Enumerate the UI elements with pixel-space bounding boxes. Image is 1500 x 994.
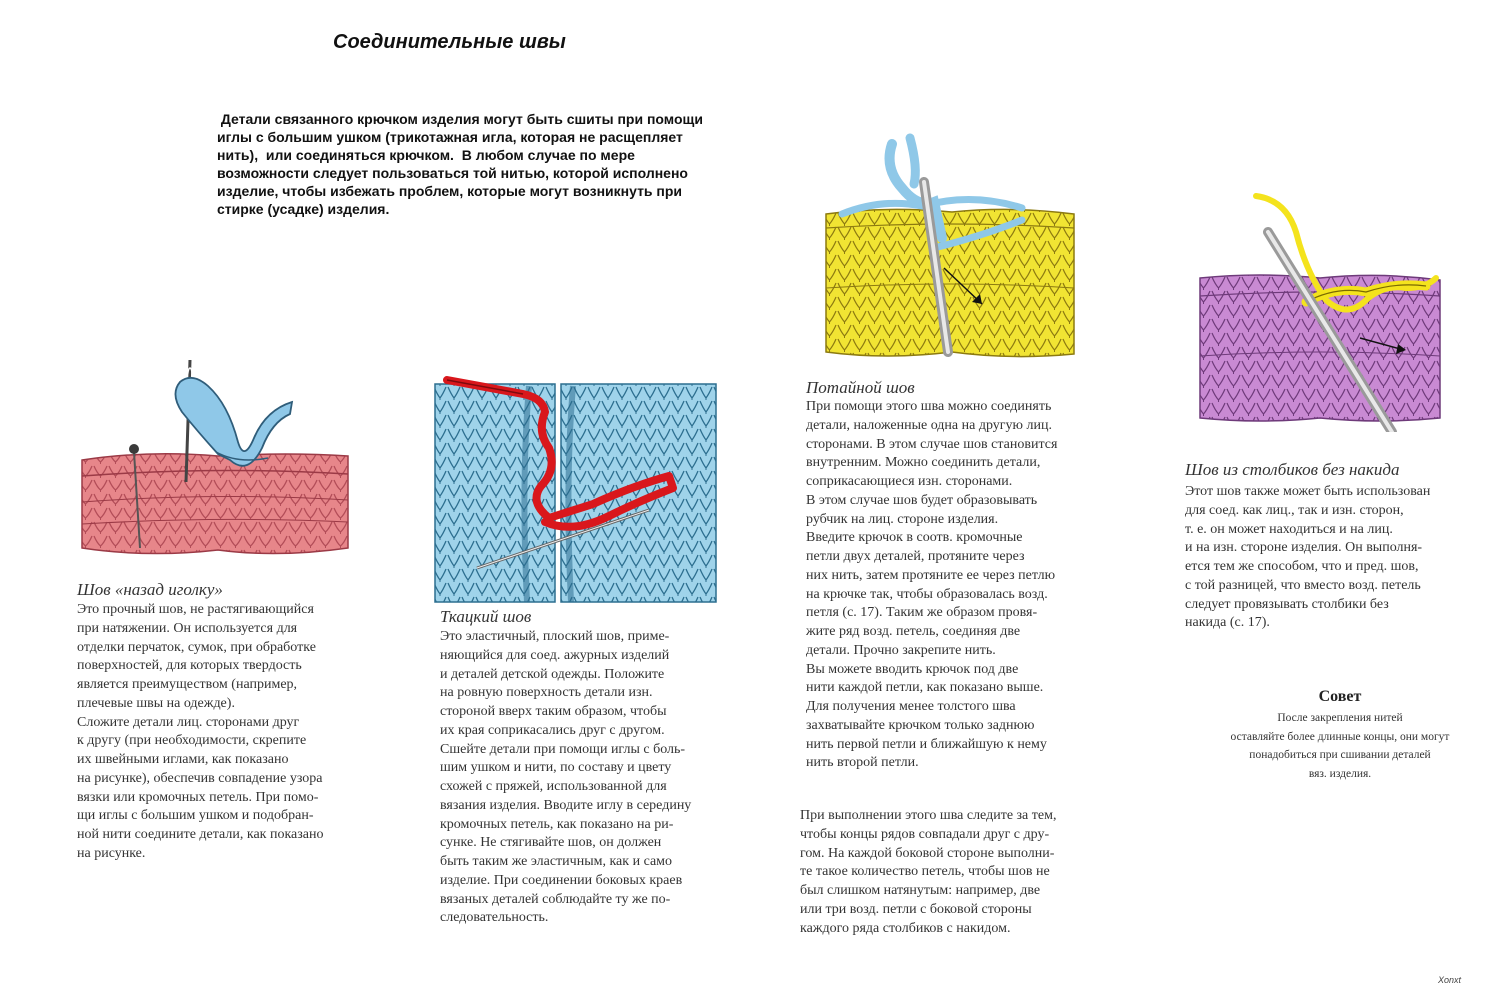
text-line: при натяжении. Он используется для: [77, 620, 298, 636]
text-line: них нить, затем протяните ее через петлю: [806, 567, 1056, 583]
text-line: шим ушком и нити, по составу и цвету: [440, 760, 672, 776]
intro-line: изделие, чтобы избежать проблем, которые могут возникнуть при: [217, 183, 683, 199]
text-line: сунке. Не стягивайте шов, он должен: [440, 835, 662, 851]
text-line: няющийся для соед. ажурных изделий: [440, 647, 670, 663]
text-line: сторонами. В этом случае шов становится: [806, 436, 1058, 452]
text-line: После закрепления нитей: [1277, 712, 1403, 724]
text-line: изделие. При соединении боковых краев: [440, 872, 683, 888]
text-line: и на изн. стороне изделия. Он выполня-: [1185, 540, 1423, 556]
text-line: Вы можете вводить крючок под две: [806, 661, 1019, 677]
backstitch-heading: Шов «назад иголку»: [77, 580, 223, 599]
intro-line: нить), или соединяться крючком. В любом случае по мере: [217, 147, 635, 163]
text-line: для соед. как лиц., так и изн. сторон,: [1185, 502, 1404, 518]
page-title: Соединительные швы: [333, 31, 566, 53]
hidden-seam-text: [806, 398, 1057, 773]
weaving-illustration: [433, 372, 718, 604]
text-line: поверхностей, для которых твердость: [77, 658, 302, 674]
hidden-seam-illustration: [822, 128, 1078, 362]
text-line: быть таким же эластичным, как и само: [440, 854, 673, 869]
text-line: При выполнении этого шва следите за тем,: [800, 808, 1057, 823]
text-line: вяз. изделия.: [1308, 768, 1372, 781]
tip-title: Совет: [1318, 688, 1362, 705]
text-line: нити каждой петли, как показано выше.: [806, 680, 1044, 696]
intro-line: стирке (усадке) изделия.: [217, 201, 390, 217]
hidden-seam-extra-text: [800, 807, 1056, 938]
text-line: те такое количество петель, чтобы шов не: [800, 864, 1050, 880]
intro-line: возможности следует пользоваться той нитью, которой исполнено: [217, 165, 688, 181]
text-line: нить второй петли.: [806, 755, 919, 771]
weaving-text: [440, 628, 691, 928]
weaving-heading: Ткацкий шов: [440, 607, 532, 626]
text-line: и деталей детской одежды. Положите: [440, 666, 665, 682]
text-line: Сшейте детали при помощи иглы с боль-: [440, 741, 686, 757]
text-line: Сложите детали лиц. сторонами друг: [77, 714, 300, 730]
text-line: петли двух деталей, протяните через: [806, 549, 1025, 564]
text-line: на рисунке.: [77, 845, 146, 861]
text-line: Это эластичный, плоский шов, приме-: [440, 629, 670, 644]
text-line: или три возд. петли с боковой стороны: [800, 901, 1032, 917]
text-line: щи иглы с большим ушком и подобран-: [77, 808, 314, 824]
text-line: чтобы концы рядов совпадали друг с дру-: [800, 826, 1050, 842]
credit-watermark: Xonxt: [1438, 975, 1462, 985]
text-line: захватывайте крючком только заднюю: [806, 717, 1035, 733]
text-line: понадобиться при сшивании деталей: [1249, 749, 1431, 762]
text-line: плечевые швы на одежде).: [77, 695, 235, 711]
backstitch-text: [77, 601, 324, 864]
text-line: на крючке так, чтобы образовалась возд.: [806, 586, 1048, 602]
text-line: внутренним. Можно соединить детали,: [806, 455, 1041, 471]
text-line: следует провязывать столбики без: [1185, 596, 1389, 612]
text-line: петля (с. 17). Таким же образом провя-: [806, 605, 1038, 621]
text-line: схожей с пряжей, использованной для: [440, 779, 667, 794]
hidden-seam-heading: Потайной шов: [806, 378, 915, 397]
text-line: вязки или кромочных петель. При помо-: [77, 789, 319, 805]
text-line: жите ряд возд. петель, соединяя две: [806, 624, 1021, 639]
text-line: их края соприкасались друг с другом.: [440, 722, 665, 738]
text-line: является преимуществом (например,: [77, 677, 298, 692]
text-line: на ровную поверхность детали изн.: [440, 685, 653, 701]
text-line: отделки перчаток, сумок, при обработке: [77, 639, 316, 655]
text-line: к другу (при необходимости, скрепите: [77, 733, 307, 749]
text-line: вязаных деталей соблюдайте ту же по-: [440, 891, 671, 907]
text-line: соприкасающиеся изн. сторонами.: [806, 474, 1013, 489]
text-line: В этом случае шов будет образовывать: [806, 492, 1038, 508]
text-line: стороной вверх таким образом, чтобы: [440, 704, 667, 719]
text-line: был слишком натянутым: например, две: [800, 883, 1041, 898]
text-line: Для получения менее толстого шва: [806, 699, 1016, 714]
single-crochet-illustration: [1196, 192, 1444, 432]
intro-line: иглы с большим ушком (трикотажная игла, которая не расщепляет: [217, 129, 683, 145]
text-line: детали. Прочно закрепите нить.: [806, 642, 996, 658]
text-line: детали, наложенные одна на другую лиц.: [806, 417, 1052, 433]
text-line: с той разницей, что вместо возд. петель: [1185, 577, 1421, 593]
pin-head-icon: [129, 444, 139, 454]
text-line: оставляйте более длинные концы, они могут: [1230, 730, 1450, 743]
text-line: кромочных петель, как показано на ри-: [440, 816, 674, 832]
text-line: ется тем же способом, что и пред. шов,: [1185, 559, 1419, 574]
text-line: Этот шов также может быть использован: [1185, 484, 1431, 499]
text-line: гом. На каждой боковой стороне выполни-: [800, 845, 1055, 861]
text-line: на рисунке), обеспечив совпадение узора: [77, 770, 323, 786]
text-line: накида (с. 17).: [1185, 615, 1270, 631]
text-line: Введите крючок в соотв. кромочные: [806, 530, 1023, 546]
text-line: каждого ряда столбиков с накидом.: [800, 920, 1011, 936]
intro-line: Детали связанного крючком изделия могут быть сшиты при помощи: [217, 111, 703, 127]
text-line: т. е. он может находиться и на лиц.: [1185, 521, 1393, 537]
text-line: нить первой петли и ближайшую к нему: [806, 736, 1047, 752]
single-crochet-text: [1185, 483, 1430, 633]
text-line: их швейными иглами, как показано: [77, 752, 289, 767]
text-line: Это прочный шов, не растягивающийся: [77, 602, 314, 617]
intro-paragraph: [217, 110, 757, 218]
text-line: следовательность.: [440, 910, 549, 926]
backstitch-illustration: [78, 352, 352, 567]
text-line: рубчик на лиц. стороне изделия.: [806, 511, 999, 527]
tip-text: [1190, 709, 1490, 784]
text-line: При помощи этого шва можно соединять: [806, 399, 1052, 414]
text-line: вязания изделия. Вводите иглу в середину: [440, 797, 692, 813]
text-line: ной нити соедините детали, как показано: [77, 827, 324, 842]
single-crochet-heading: Шов из столбиков без накида: [1185, 460, 1400, 479]
